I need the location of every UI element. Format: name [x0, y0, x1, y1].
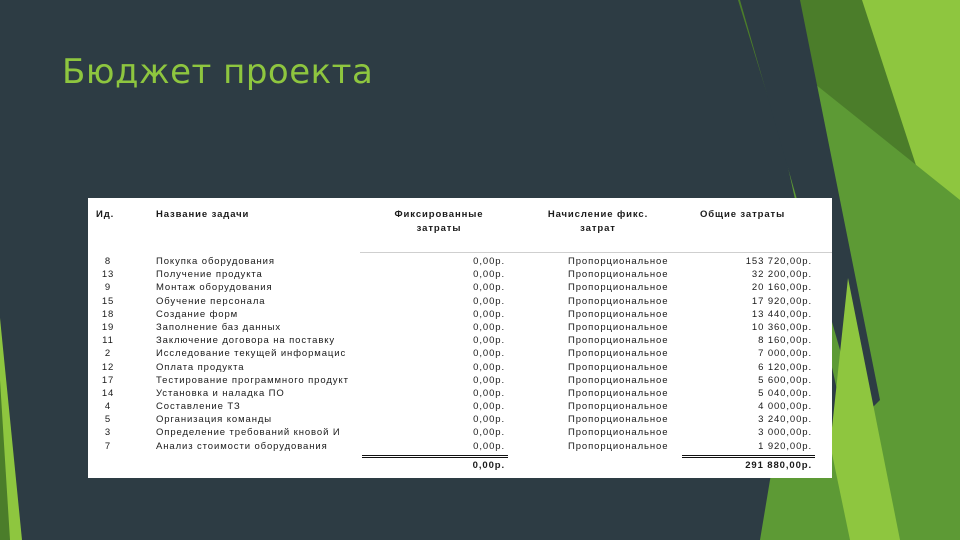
task-id-cell: 5 — [104, 414, 112, 426]
cost-accrual-cell: Пропорциональное — [568, 308, 669, 320]
cost-accrual-cell: Пропорциональное — [568, 374, 669, 386]
task-id-cell: 4 — [104, 401, 112, 413]
task-name-cell: Определение требований кновой И — [156, 427, 341, 439]
header-separator — [360, 252, 832, 253]
task-id-cell: 8 — [104, 256, 112, 267]
table-header — [88, 198, 832, 252]
table-row — [88, 295, 832, 308]
header-fixed-costs-line2: затраты — [416, 223, 462, 234]
cost-accrual-cell: Пропорциональное — [568, 282, 669, 294]
task-id-cell: 17 — [101, 374, 115, 386]
total-cost-cell: 13 440,00р. — [751, 308, 812, 320]
table-row — [88, 347, 832, 360]
cost-accrual-cell: Пропорциональное — [568, 427, 669, 439]
task-id-cell: 12 — [101, 361, 115, 373]
cost-accrual-cell: Пропорциональное — [568, 295, 669, 307]
task-id-cell: 18 — [101, 308, 115, 320]
task-name-cell: Тестирование программного продукт — [156, 374, 349, 386]
fixed-cost-cell: 0,00р. — [473, 348, 505, 360]
cost-accrual-cell: Пропорциональное — [568, 256, 669, 267]
fixed-cost-cell: 0,00р. — [473, 401, 505, 413]
header-id: Ид. — [96, 209, 115, 220]
slide-title: Бюджет проекта — [62, 52, 374, 92]
fixed-cost-cell: 0,00р. — [473, 335, 505, 347]
total-cost-cell: 3 240,00р. — [758, 414, 812, 426]
task-name-cell: Составление ТЗ — [156, 401, 241, 413]
task-id-cell: 13 — [101, 269, 115, 281]
task-id-cell: 7 — [104, 440, 112, 452]
fixed-cost-cell: 0,00р. — [473, 440, 505, 452]
task-name-cell: Анализ стоимости оборудования — [156, 440, 328, 452]
task-name-cell: Организация команды — [156, 414, 273, 426]
total-cost-cell: 5 600,00р. — [758, 374, 812, 386]
fixed-cost-cell: 0,00р. — [473, 308, 505, 320]
task-name-cell: Установка и наладка ПО — [156, 387, 285, 399]
cost-accrual-cell: Пропорциональное — [568, 401, 669, 413]
task-name-cell: Покупка оборудования — [156, 256, 275, 267]
fixed-cost-cell: 0,00р. — [473, 374, 505, 386]
cost-accrual-cell: Пропорциональное — [568, 440, 669, 452]
task-name-cell: Обучение персонала — [156, 295, 266, 307]
costs-total-rule — [682, 455, 815, 458]
task-id-cell: 15 — [101, 295, 115, 307]
table-row — [88, 321, 832, 334]
total-cost-cell: 4 000,00р. — [758, 401, 812, 413]
total-cost-cell: 10 360,00р. — [751, 321, 812, 333]
table-row — [88, 413, 832, 426]
table-row — [88, 387, 832, 400]
task-name-cell: Заключение договора на поставку — [156, 335, 336, 347]
fixed-cost-cell: 0,00р. — [473, 321, 505, 333]
task-id-cell: 11 — [102, 335, 114, 347]
task-name-cell: Монтаж оборудования — [156, 282, 273, 294]
task-id-cell: 14 — [101, 387, 115, 399]
total-cost-cell: 153 720,00р. — [745, 256, 812, 267]
task-name-cell: Исследование текущей информацис — [156, 348, 347, 360]
total-cost-cell: 1 920,00р. — [758, 440, 812, 452]
cost-accrual-cell: Пропорциональное — [568, 361, 669, 373]
total-cost-cell: 20 160,00р. — [751, 282, 812, 294]
total-cost-cell: 8 160,00р. — [758, 335, 812, 347]
task-id-cell: 3 — [104, 427, 112, 439]
task-name-cell: Оплата продукта — [156, 361, 245, 373]
fixed-cost-cell: 0,00р. — [473, 361, 505, 373]
header-total-costs: Общие затраты — [700, 209, 786, 220]
cost-accrual-cell: Пропорциональное — [568, 387, 669, 399]
table-row — [88, 281, 832, 294]
total-cost-cell: 32 200,00р. — [751, 269, 812, 281]
task-name-cell: Создание форм — [156, 308, 239, 320]
table-body — [88, 255, 832, 453]
fixed-costs-total: 0,00р. — [472, 460, 505, 471]
fixed-cost-cell: 0,00р. — [473, 269, 505, 281]
task-name-cell: Получение продукта — [156, 269, 263, 281]
grand-total: 291 880,00р. — [745, 460, 812, 471]
table-row — [88, 400, 832, 413]
table-row — [88, 440, 832, 453]
table-row — [88, 334, 832, 347]
table-row — [88, 255, 832, 268]
table-row — [88, 426, 832, 439]
cost-accrual-cell: Пропорциональное — [568, 269, 669, 281]
cost-accrual-cell: Пропорциональное — [568, 348, 669, 360]
fixed-cost-cell: 0,00р. — [473, 282, 505, 294]
table-row — [88, 361, 832, 374]
table-row — [88, 268, 832, 281]
header-accrual-line1: Начисление фикс. — [547, 209, 649, 220]
task-id-cell: 2 — [104, 348, 112, 360]
header-task-name: Название задачи — [156, 209, 250, 220]
total-cost-cell: 17 920,00р. — [751, 295, 812, 307]
fixed-total-rule — [362, 455, 508, 458]
cost-accrual-cell: Пропорциональное — [568, 335, 669, 347]
header-accrual-line2: затрат — [580, 223, 616, 234]
cost-accrual-cell: Пропорциональное — [568, 414, 669, 426]
total-cost-cell: 3 000,00р. — [758, 427, 812, 439]
fixed-cost-cell: 0,00р. — [473, 387, 505, 399]
budget-table — [88, 198, 832, 478]
task-name-cell: Заполнение баз данных — [156, 321, 281, 333]
total-cost-cell: 6 120,00р. — [758, 361, 812, 373]
total-cost-cell: 5 040,00р. — [758, 387, 812, 399]
cost-accrual-cell: Пропорциональное — [568, 321, 669, 333]
task-id-cell: 9 — [104, 282, 112, 294]
fixed-cost-cell: 0,00р. — [473, 414, 505, 426]
table-row — [88, 374, 832, 387]
task-id-cell: 19 — [101, 321, 115, 333]
table-row — [88, 308, 832, 321]
fixed-cost-cell: 0,00р. — [473, 295, 505, 307]
fixed-cost-cell: 0,00р. — [473, 427, 505, 439]
total-cost-cell: 7 000,00р. — [758, 348, 812, 360]
header-fixed-costs-line1: Фиксированные — [394, 209, 484, 220]
fixed-cost-cell: 0,00р. — [473, 256, 505, 267]
